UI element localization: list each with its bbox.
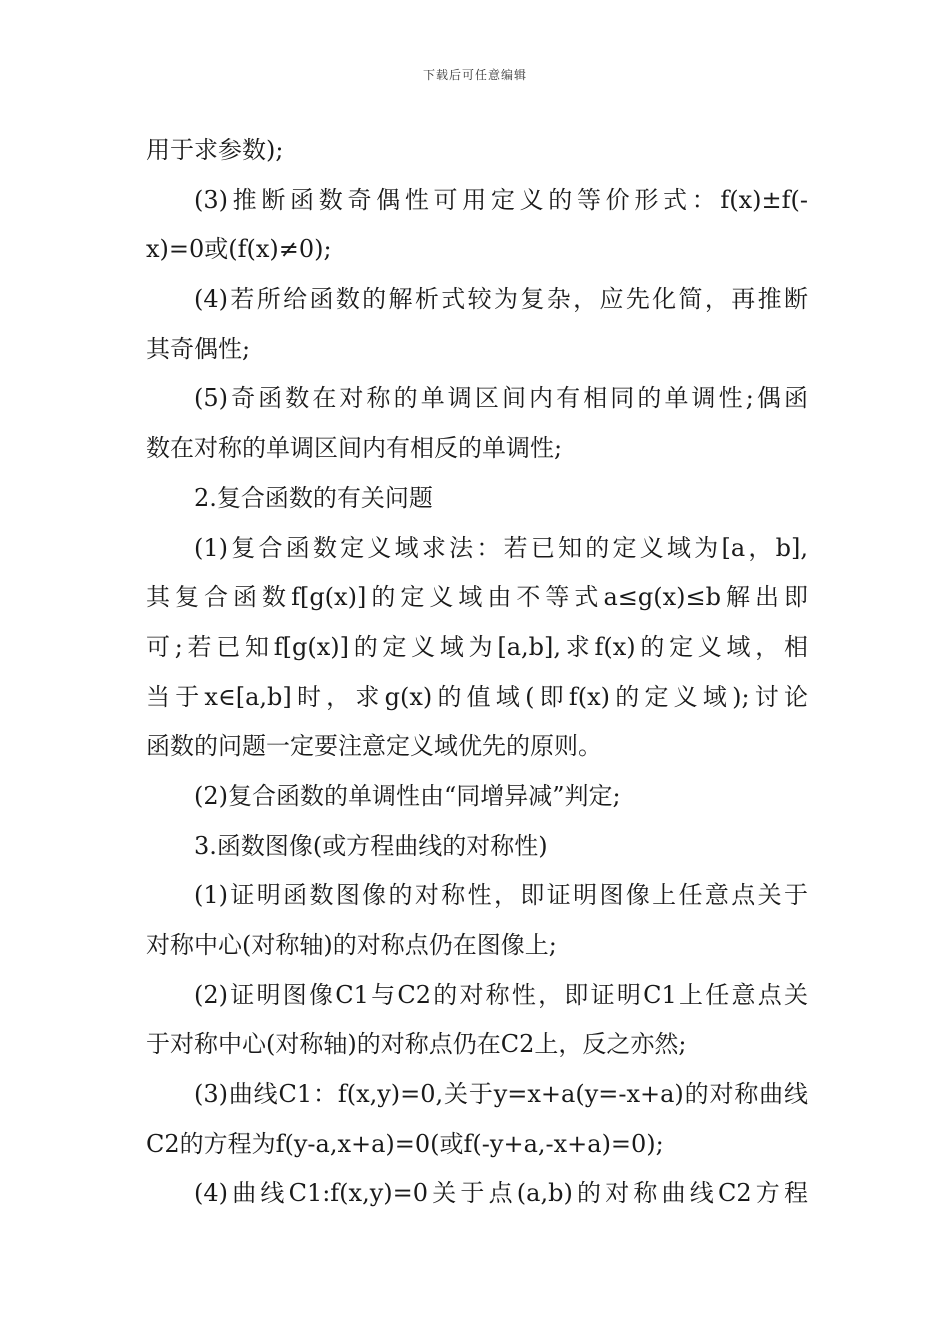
text-line: 对称中心(对称轴)的对称点仍在图像上; [146, 931, 557, 959]
text-line: 函数的问题一定要注意定义域优先的原则。 [146, 732, 602, 761]
text-line: (3)推断函数奇偶性可用定义的等价形式：f(x)±f(- [194, 185, 808, 214]
text-line: (4)若所给函数的解析式较为复杂，应先化简，再推断 [194, 285, 808, 314]
text-line: (5)奇函数在对称的单调区间内有相同的单调性;偶函 [194, 384, 808, 413]
text-line: (1)复合函数定义域求法：若已知的定义域为[a，b], [194, 533, 808, 562]
text-line: 数在对称的单调区间内有相反的单调性; [146, 434, 563, 463]
text-line: 当于x∈[a,b]时，求g(x)的值域(即f(x)的定义域);讨论 [146, 682, 808, 711]
text-line: 其奇偶性; [146, 334, 251, 363]
text-line: 可;若已知f[g(x)]的定义域为[a,b],求f(x)的定义域，相 [146, 632, 808, 661]
text-line: (4)曲线C1:f(x,y)=0关于点(a,b)的对称曲线C2方程 [194, 1179, 808, 1208]
text-line: C2的方程为f(y-a,x+a)=0(或f(-y+a,-x+a)=0); [146, 1129, 664, 1158]
text-line: (2)证明图像C1与C2的对称性，即证明C1上任意点关 [194, 980, 808, 1009]
text-line: 3.函数图像(或方程曲线的对称性) [194, 831, 548, 860]
text-line: 用于求参数); [146, 136, 284, 164]
document-body [146, 126, 808, 1219]
text-line: 于对称中心(对称轴)的对称点仍在C2上，反之亦然; [146, 1030, 687, 1059]
text-line: (3)曲线C1：f(x,y)=0,关于y=x+a(y=-x+a)的对称曲线 [194, 1080, 808, 1109]
page-header: 下载后可任意编辑 [422, 68, 527, 82]
text-line: 其复合函数f[g(x)]的定义域由不等式a≤g(x)≤b解出即 [146, 583, 808, 612]
text-line: x)=0或(f(x)≠0); [146, 235, 332, 264]
text-line: 2.复合函数的有关问题 [194, 483, 433, 512]
text-line: (1)证明函数图像的对称性，即证明图像上任意点关于 [194, 881, 808, 910]
text-line: (2)复合函数的单调性由“同增异减”判定; [194, 781, 621, 810]
